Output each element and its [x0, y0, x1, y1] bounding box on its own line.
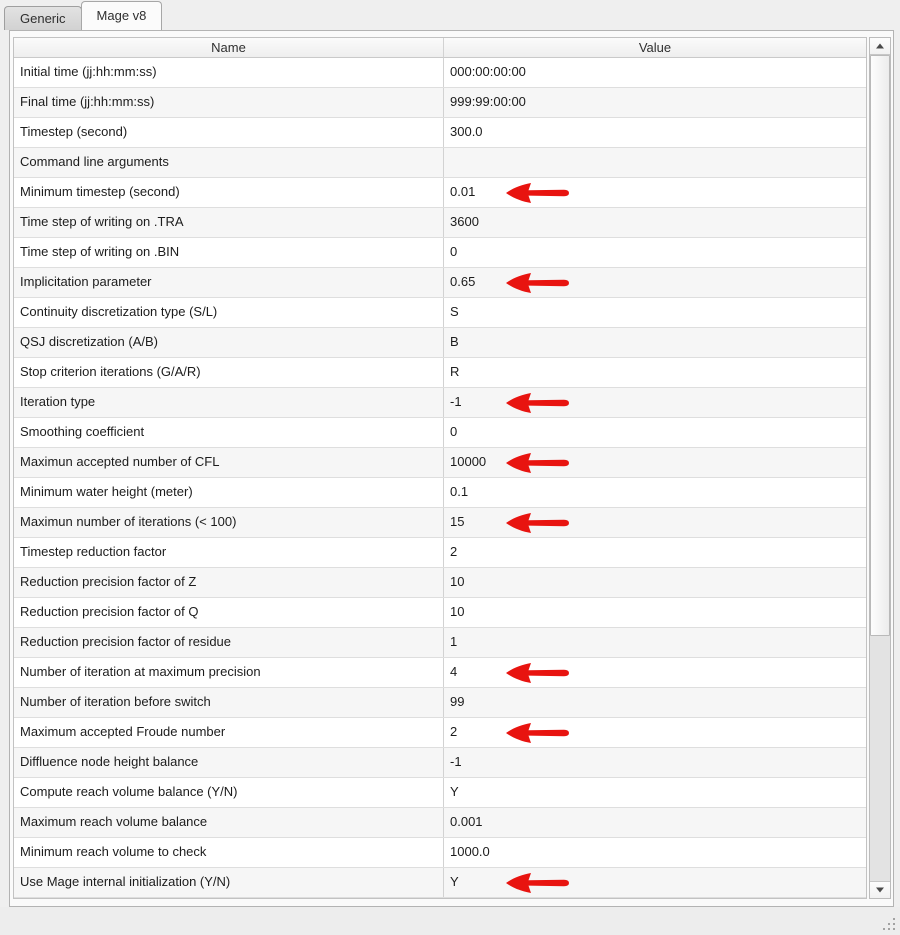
param-value-cell[interactable]: [444, 478, 866, 507]
table-row[interactable]: [14, 748, 866, 778]
param-name-cell: Reduction precision factor of residue: [14, 628, 444, 657]
param-name-cell: Time step of writing on .BIN: [14, 238, 444, 267]
table-row[interactable]: [14, 238, 866, 268]
scroll-down-button[interactable]: [870, 881, 890, 898]
param-name-cell: Maximun number of iterations (< 100): [14, 508, 444, 537]
param-name-cell: Maximum reach volume balance: [14, 808, 444, 837]
param-value-cell[interactable]: [444, 448, 866, 477]
table-row[interactable]: [14, 418, 866, 448]
param-name-cell: Continuity discretization type (S/L): [14, 298, 444, 327]
param-name-cell: Timestep reduction factor: [14, 538, 444, 567]
table-row[interactable]: [14, 628, 866, 658]
param-value-cell[interactable]: [444, 568, 866, 597]
param-value-cell[interactable]: [444, 388, 866, 417]
param-value-cell[interactable]: [444, 148, 866, 177]
param-value-cell[interactable]: [444, 688, 866, 717]
table-row[interactable]: [14, 568, 866, 598]
table-row[interactable]: [14, 838, 866, 868]
param-value-text: -1: [450, 754, 462, 769]
red-arrow-icon: [505, 721, 571, 745]
param-name-cell: Maximun accepted number of CFL: [14, 448, 444, 477]
param-value-text: 2: [450, 724, 458, 739]
param-value-text: 0.1: [450, 484, 469, 499]
param-value-cell[interactable]: [444, 658, 866, 687]
red-arrow-icon: [505, 451, 571, 475]
param-value-cell[interactable]: [444, 328, 866, 357]
resize-grip[interactable]: [882, 917, 898, 933]
param-value-text: R: [450, 364, 460, 379]
param-value-cell[interactable]: [444, 598, 866, 627]
tab-bar: [4, 2, 161, 30]
scroll-up-button[interactable]: [870, 38, 890, 55]
param-value-text: S: [450, 304, 459, 319]
param-value-text: 000:00:00:00: [450, 64, 526, 79]
table-row[interactable]: [14, 298, 866, 328]
table-row[interactable]: [14, 358, 866, 388]
column-header-value[interactable]: Value: [444, 38, 866, 58]
param-value-text: 0.001: [450, 814, 483, 829]
param-value-text: 10: [450, 604, 465, 619]
param-value-text: 1: [450, 634, 458, 649]
param-name-cell: QSJ discretization (A/B): [14, 328, 444, 357]
table-row[interactable]: [14, 448, 866, 478]
table-row[interactable]: [14, 58, 866, 88]
red-arrow-icon: [505, 661, 571, 685]
param-value-text: Y: [450, 784, 459, 799]
parameters-table: [13, 37, 867, 899]
param-name-cell: Initial time (jj:hh:mm:ss): [14, 58, 444, 87]
scroll-up-icon: [876, 44, 884, 49]
param-value-cell[interactable]: [444, 838, 866, 867]
param-value-cell[interactable]: [444, 778, 866, 807]
param-value-cell[interactable]: [444, 418, 866, 447]
param-value-text: 15: [450, 514, 465, 529]
param-value-text: Y: [450, 874, 459, 889]
scroll-down-icon: [876, 888, 884, 893]
table-row[interactable]: [14, 268, 866, 298]
table-row[interactable]: [14, 178, 866, 208]
param-value-text: 10: [450, 574, 465, 589]
param-name-cell: Minimum timestep (second): [14, 178, 444, 207]
param-name-cell: Final time (jj:hh:mm:ss): [14, 88, 444, 117]
param-value-text: 2: [450, 544, 458, 559]
tab-generic[interactable]: Generic: [4, 6, 82, 30]
red-arrow-icon: [505, 391, 571, 415]
param-name-cell: Use Mage internal initialization (Y/N): [14, 868, 444, 897]
table-row[interactable]: [14, 328, 866, 358]
param-value-cell[interactable]: [444, 208, 866, 237]
param-name-cell: Command line arguments: [14, 148, 444, 177]
param-value-text: 4: [450, 664, 458, 679]
param-value-cell[interactable]: [444, 808, 866, 837]
table-row[interactable]: [14, 388, 866, 418]
param-value-text: 999:99:00:00: [450, 94, 526, 109]
table-row[interactable]: [14, 478, 866, 508]
param-value-text: 300.0: [450, 124, 483, 139]
table-row[interactable]: [14, 508, 866, 538]
param-value-text: B: [450, 334, 459, 349]
param-name-cell: Stop criterion iterations (G/A/R): [14, 358, 444, 387]
param-value-cell[interactable]: [444, 58, 866, 87]
table-row[interactable]: [14, 688, 866, 718]
param-name-cell: Number of iteration before switch: [14, 688, 444, 717]
param-value-cell[interactable]: [444, 238, 866, 267]
table-row[interactable]: [14, 718, 866, 748]
table-header-row: [14, 38, 866, 58]
param-value-cell[interactable]: [444, 628, 866, 657]
param-value-cell[interactable]: [444, 358, 866, 387]
table-row[interactable]: [14, 658, 866, 688]
param-value-text: 0: [450, 424, 458, 439]
scrollbar-track[interactable]: [870, 55, 890, 881]
tab-mage-v8[interactable]: Mage v8: [81, 1, 163, 30]
param-name-cell: Smoothing coefficient: [14, 418, 444, 447]
column-header-name[interactable]: Name: [14, 38, 444, 58]
param-value-text: 99: [450, 694, 465, 709]
param-name-cell: Time step of writing on .TRA: [14, 208, 444, 237]
status-bar: [0, 907, 900, 935]
param-value-cell[interactable]: [444, 538, 866, 567]
param-name-cell: Maximum accepted Froude number: [14, 718, 444, 747]
scrollbar-thumb[interactable]: [870, 55, 890, 636]
param-name-cell: Timestep (second): [14, 118, 444, 147]
table-row[interactable]: [14, 118, 866, 148]
param-value-cell[interactable]: [444, 508, 866, 537]
param-value-cell[interactable]: [444, 118, 866, 147]
parameters-panel: [9, 30, 894, 907]
param-name-cell: Number of iteration at maximum precision: [14, 658, 444, 687]
param-value-text: 0.65: [450, 274, 476, 289]
param-value-text: 0: [450, 244, 458, 259]
param-name-cell: Compute reach volume balance (Y/N): [14, 778, 444, 807]
param-name-cell: Minimum reach volume to check: [14, 838, 444, 867]
table-row[interactable]: [14, 88, 866, 118]
param-value-cell[interactable]: [444, 298, 866, 327]
table-row[interactable]: [14, 778, 866, 808]
param-name-cell: Diffluence node height balance: [14, 748, 444, 777]
param-value-text: -1: [450, 394, 462, 409]
param-value-text: 0.01: [450, 184, 476, 199]
param-value-text: 10000: [450, 454, 487, 469]
red-arrow-icon: [505, 871, 571, 895]
vertical-scrollbar[interactable]: [869, 37, 891, 899]
param-value-cell[interactable]: [444, 88, 866, 117]
param-value-cell[interactable]: [444, 748, 866, 777]
param-value-text: 3600: [450, 214, 479, 229]
param-value-cell[interactable]: [444, 718, 866, 747]
param-name-cell: Minimum water height (meter): [14, 478, 444, 507]
table-row[interactable]: [14, 808, 866, 838]
param-name-cell: Iteration type: [14, 388, 444, 417]
param-value-text: 1000.0: [450, 844, 490, 859]
table-row[interactable]: [14, 148, 866, 178]
red-arrow-icon: [505, 181, 571, 205]
table-row[interactable]: [14, 208, 866, 238]
red-arrow-icon: [505, 271, 571, 295]
param-name-cell: Implicitation parameter: [14, 268, 444, 297]
param-value-cell[interactable]: [444, 268, 866, 297]
param-value-cell[interactable]: [444, 178, 866, 207]
table-row[interactable]: [14, 538, 866, 568]
table-row[interactable]: [14, 598, 866, 628]
table-row[interactable]: [14, 868, 866, 898]
table-body: [14, 58, 866, 898]
param-name-cell: Reduction precision factor of Q: [14, 598, 444, 627]
param-value-cell[interactable]: [444, 868, 866, 897]
param-name-cell: Reduction precision factor of Z: [14, 568, 444, 597]
red-arrow-icon: [505, 511, 571, 535]
